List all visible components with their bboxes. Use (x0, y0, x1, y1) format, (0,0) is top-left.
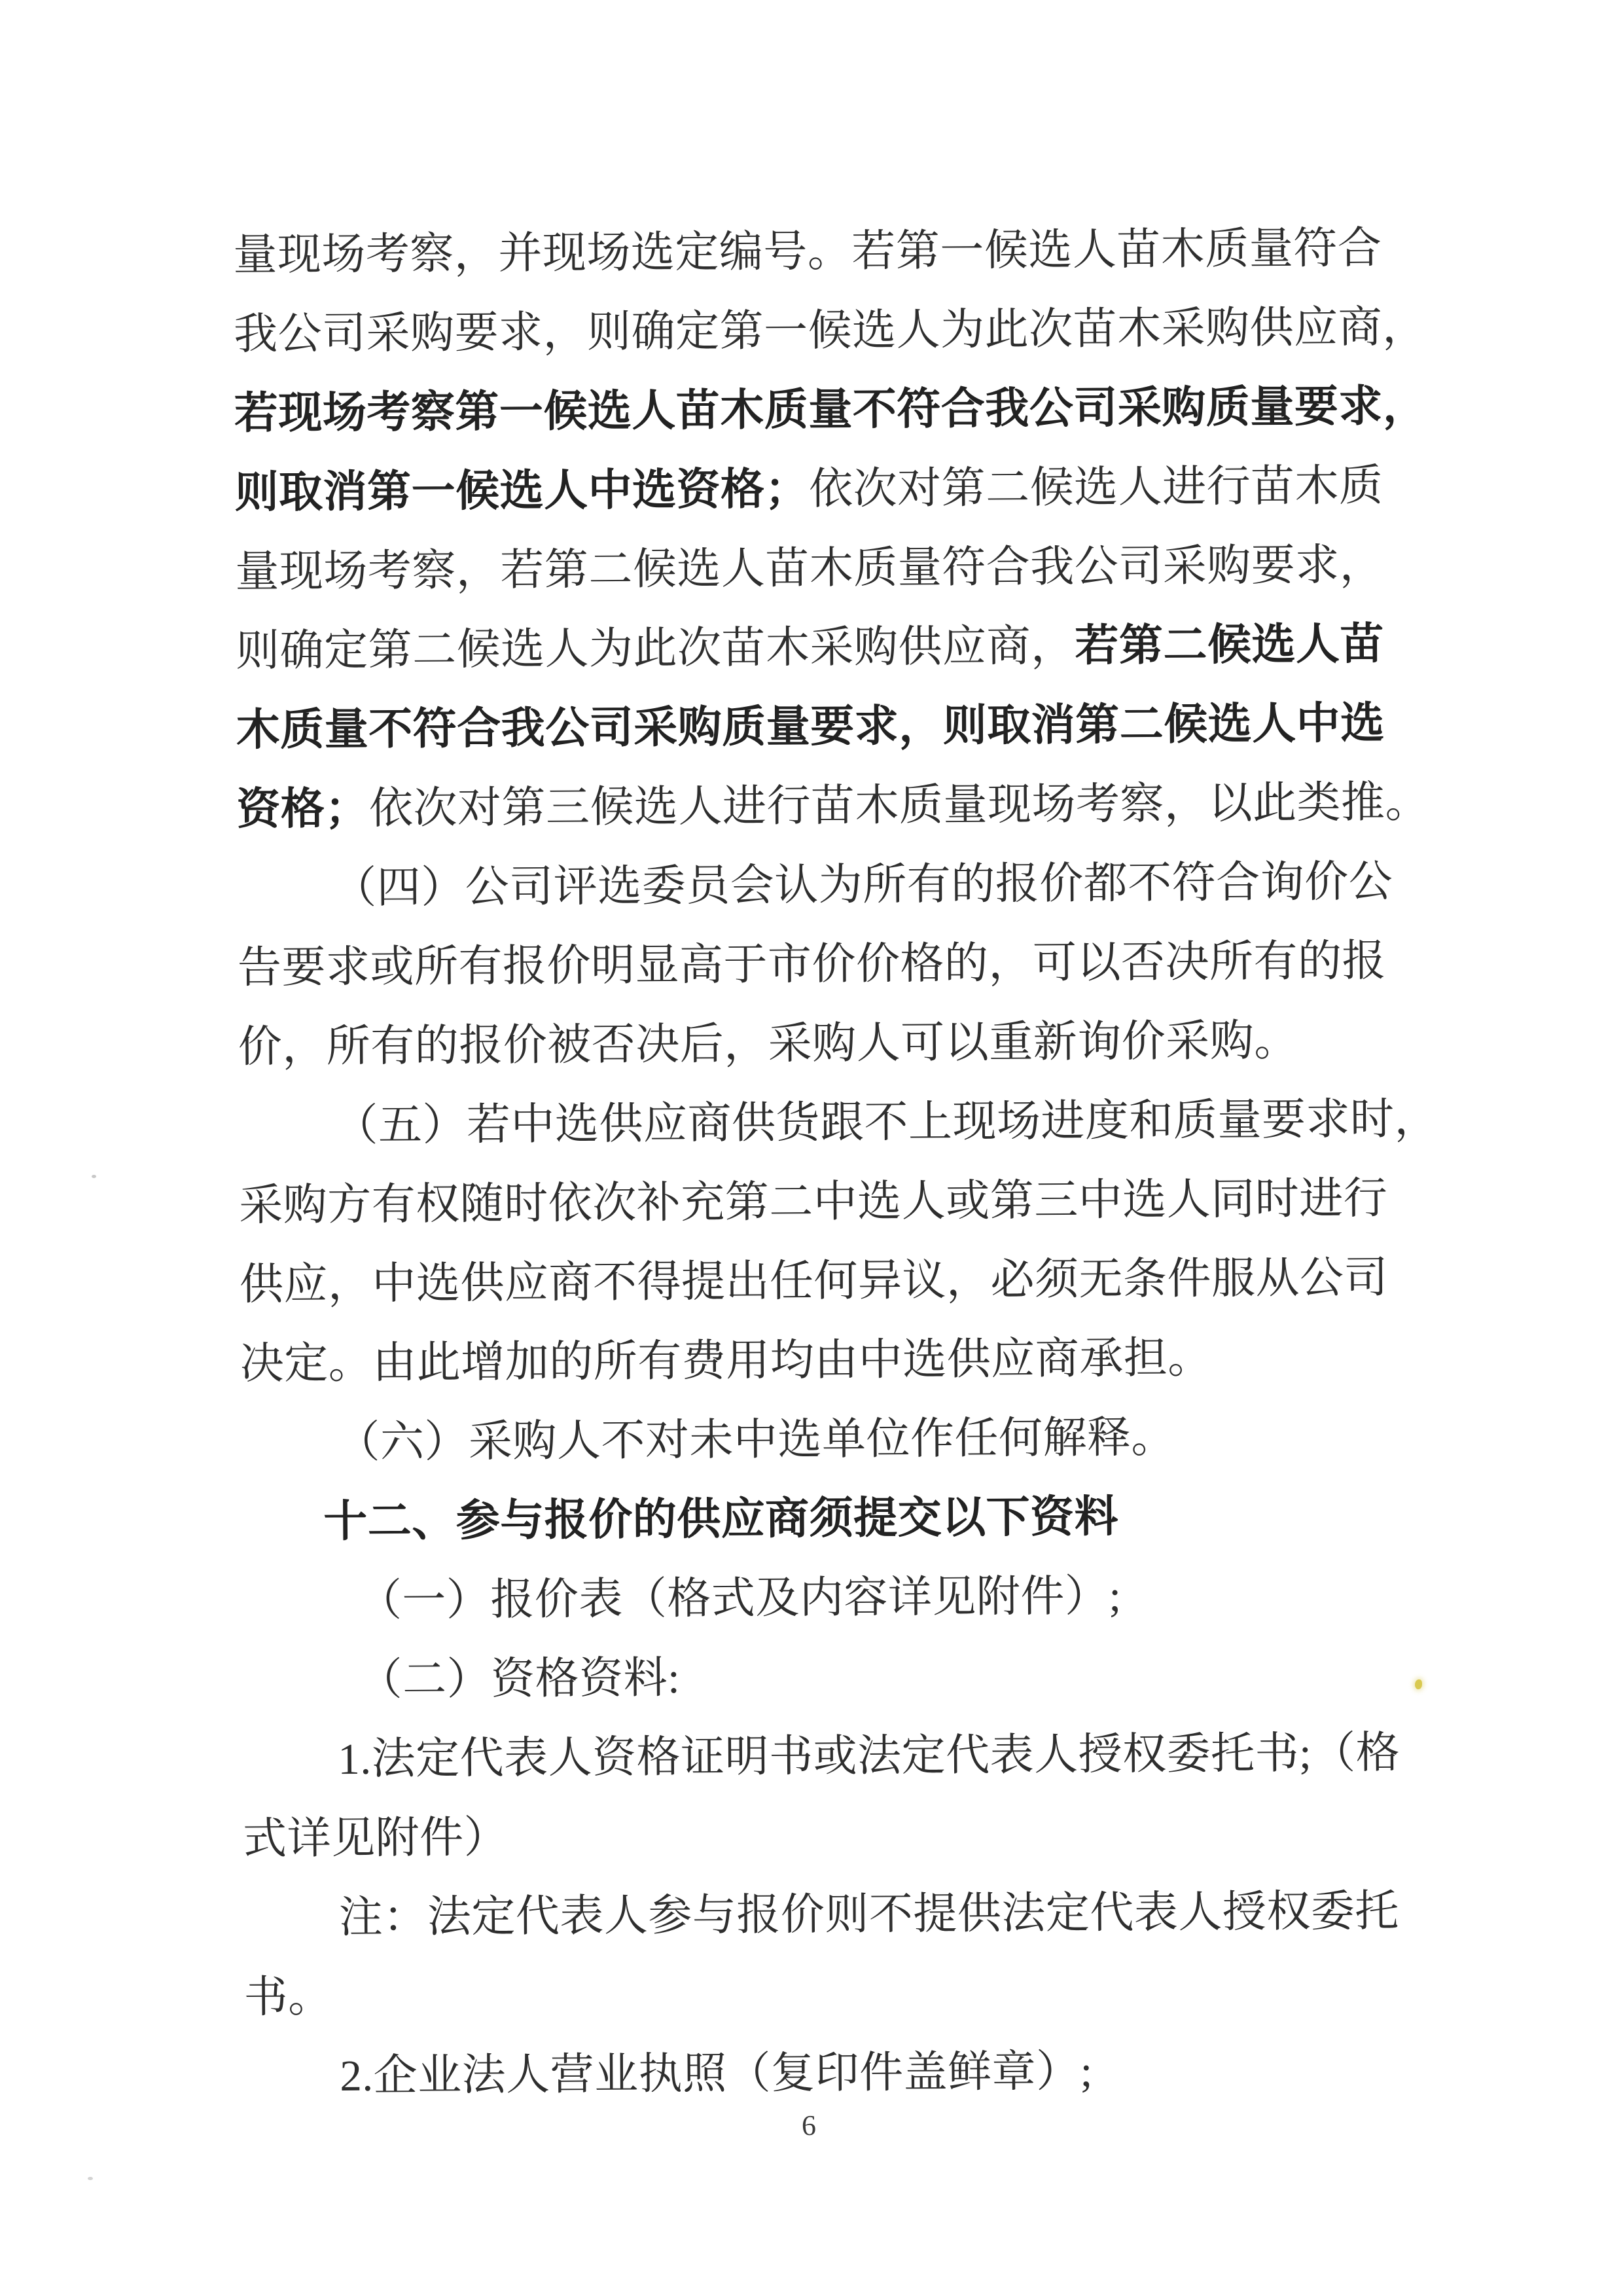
bold-text-segment: 则取消第一候选人中选资格； (234, 465, 810, 517)
text-segment: （四）公司评选委员会认为所有的报价都不符合询价公 (332, 857, 1393, 913)
text-line (234, 367, 1438, 454)
page-number: 6 (801, 2109, 817, 2142)
scan-speck (92, 1175, 96, 1178)
text-line (240, 1318, 1444, 1404)
text-line (236, 605, 1440, 691)
bold-text-segment: 若第二候选人苗 (1075, 620, 1385, 671)
text-segment: （五）若中选供应商供货跟不上现场进度和质量要求时， (334, 1094, 1439, 1151)
text-line (243, 1951, 1448, 2037)
bold-text-segment: 若现场考察第一候选人苗木质量不符合我公司采购质量要求， (234, 382, 1427, 438)
text-segment: 量现场考察，并现场选定编号。若第一候选人苗木质量符合 (233, 224, 1382, 279)
text-segment: 采购方有权随时依次补充第二中选人或第三中选人同时进行 (239, 1174, 1388, 1230)
text-line (234, 288, 1438, 374)
text-line (244, 2030, 1449, 2117)
text-line (238, 922, 1442, 1008)
scan-speck (88, 2177, 93, 2180)
text-line (238, 1080, 1443, 1166)
text-line (241, 1634, 1446, 1721)
text-segment: 注：法定代表人参与报价则不提供法定代表人授权委托 (338, 1887, 1400, 1943)
text-segment: 则确定第二候选人为此次苗木采购供应商， (235, 622, 1075, 675)
text-line (243, 1872, 1448, 1958)
bold-text-segment: 木质量不符合我公司采购质量要求，则取消第二候选人中选 (236, 699, 1385, 755)
text-segment: （二）资格资料: (358, 1653, 681, 1704)
text-line (236, 684, 1440, 770)
bold-text-segment: 资格； (236, 784, 370, 834)
text-line (241, 1555, 1446, 1641)
text-segment: 我公司采购要求，则确定第一候选人为此次苗木采购供应商， (233, 302, 1427, 359)
text-segment: 书。 (243, 1973, 332, 2022)
text-line (236, 763, 1441, 850)
bold-text-segment: 十二、参与报价的供应商须提交以下资料 (323, 1492, 1119, 1547)
text-line (243, 1793, 1448, 1879)
text-segment: （六）采购人不对未中选单位作任何解释。 (336, 1413, 1176, 1467)
text-line (241, 1476, 1446, 1562)
text-segment: 2.企业法人营业执照（复印件盖鲜章）; (340, 2047, 1093, 2101)
text-segment: 决定。由此增加的所有费用均由中选供应商承担。 (240, 1333, 1212, 1388)
text-segment: 告要求或所有报价明显高于市价价格的，可以否决所有的报 (237, 937, 1387, 992)
text-line (237, 842, 1442, 929)
text-line (240, 1238, 1444, 1325)
text-line (238, 1001, 1442, 1087)
text-line (235, 526, 1440, 612)
text-segment: 依次对第三候选人进行苗木质量现场考察，以此类推。 (368, 778, 1430, 833)
text-segment: 式详见附件） (242, 1813, 508, 1863)
text-line (233, 209, 1438, 295)
text-line (239, 1159, 1444, 1246)
text-line (242, 1713, 1447, 1800)
text-line (240, 1397, 1445, 1483)
text-segment: 供应，中选供应商不得提出任何异议，必须无条件服从公司 (239, 1253, 1389, 1309)
text-segment: 量现场考察，若第二候选人苗木质量符合我公司采购要求， (235, 541, 1384, 596)
text-line (234, 446, 1439, 533)
text-block (233, 209, 1449, 2117)
text-segment: 1.法定代表人资格证明书或法定代表人授权委托书;（格 (338, 1729, 1400, 1784)
text-segment: 依次对第二候选人进行苗木质 (808, 461, 1383, 514)
text-segment: 价，所有的报价被否决后，采购人可以重新询价采购。 (238, 1016, 1298, 1071)
scan-artifact-yellow (1415, 1679, 1422, 1689)
text-segment: （一）报价表（格式及内容详见附件）; (357, 1571, 1122, 1625)
